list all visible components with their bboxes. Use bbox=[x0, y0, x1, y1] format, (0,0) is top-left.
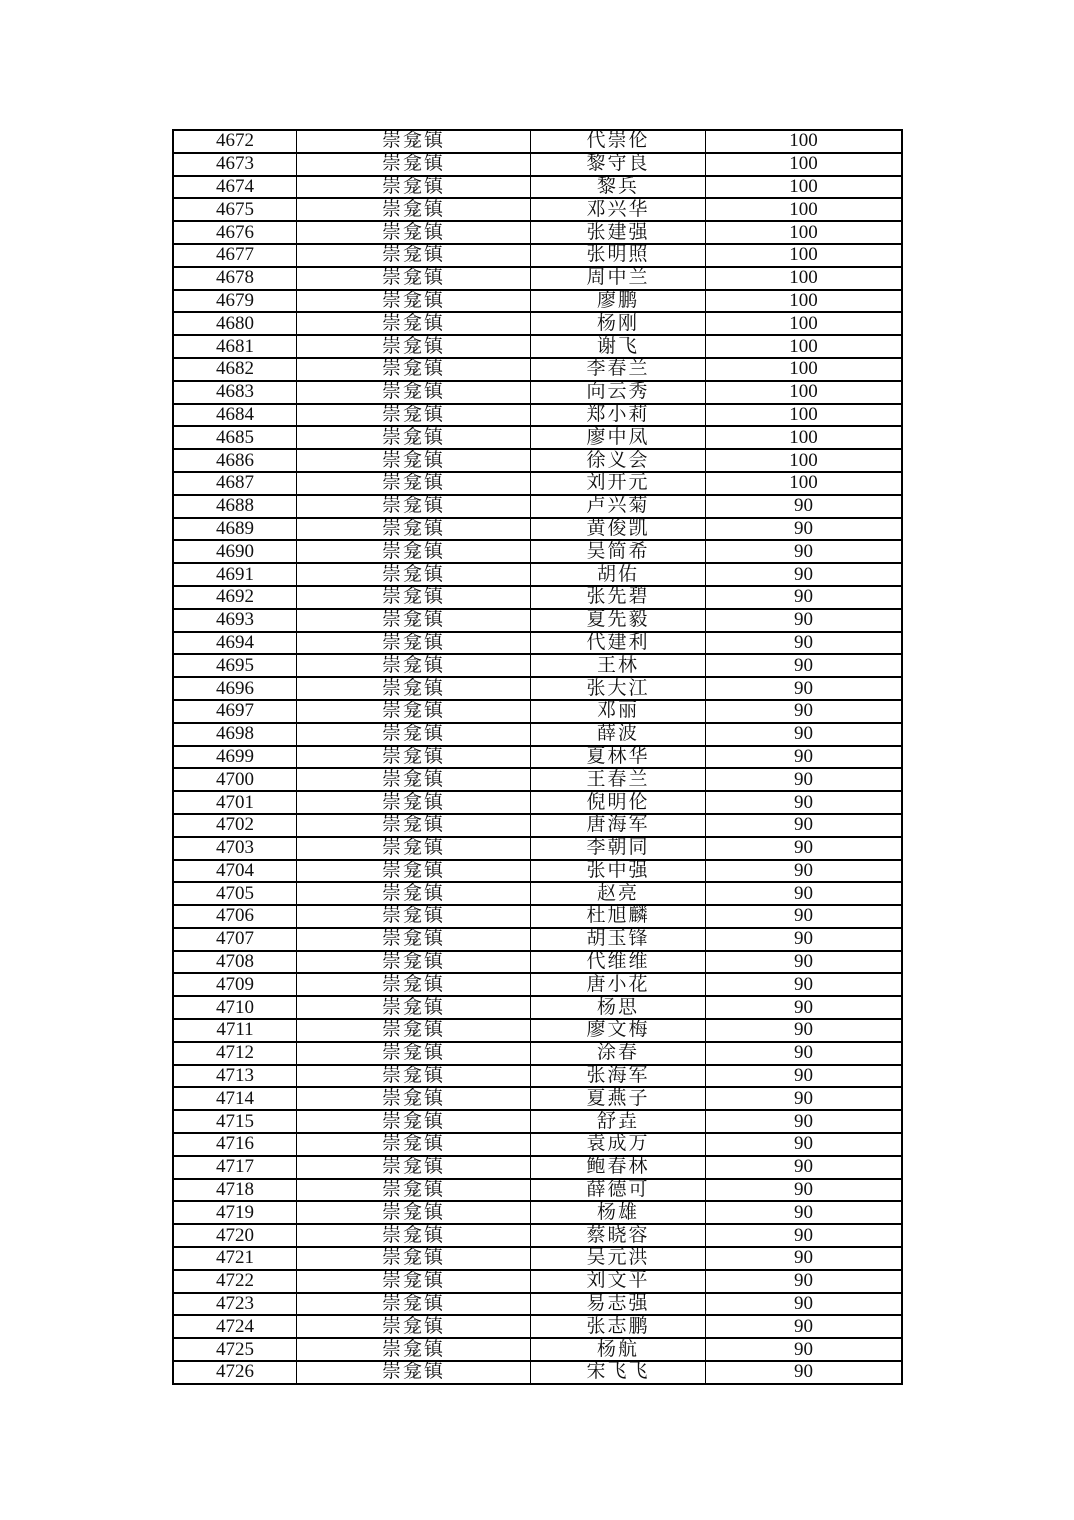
amount-cell: 90 bbox=[706, 1042, 903, 1065]
amount-cell: 100 bbox=[706, 153, 903, 176]
person-name-cell: 刘开元 bbox=[531, 472, 706, 495]
town-cell: 崇龛镇 bbox=[297, 1110, 531, 1133]
person-name-cell: 涂春 bbox=[531, 1042, 706, 1065]
amount-cell: 100 bbox=[706, 290, 903, 313]
table-row bbox=[173, 1087, 902, 1110]
town-cell: 崇龛镇 bbox=[297, 244, 531, 267]
person-name-cell: 向云秀 bbox=[531, 381, 706, 404]
row-number-cell: 4682 bbox=[173, 358, 297, 381]
town-cell: 崇龛镇 bbox=[297, 951, 531, 974]
person-name-cell: 王春兰 bbox=[531, 768, 706, 791]
amount-cell: 90 bbox=[706, 814, 903, 837]
person-name-cell: 薛德可 bbox=[531, 1179, 706, 1202]
row-number-cell: 4701 bbox=[173, 791, 297, 814]
row-number-cell: 4677 bbox=[173, 244, 297, 267]
town-cell: 崇龛镇 bbox=[297, 1156, 531, 1179]
row-number-cell: 4698 bbox=[173, 723, 297, 746]
person-name-cell: 刘文平 bbox=[531, 1270, 706, 1293]
amount-cell: 90 bbox=[706, 1224, 903, 1247]
row-number-cell: 4680 bbox=[173, 312, 297, 335]
table-row bbox=[173, 632, 902, 655]
amount-cell: 90 bbox=[706, 882, 903, 905]
row-number-cell: 4719 bbox=[173, 1201, 297, 1224]
table-row bbox=[173, 1338, 902, 1361]
table-row bbox=[173, 198, 902, 221]
amount-cell: 90 bbox=[706, 1019, 903, 1042]
table-row bbox=[173, 951, 902, 974]
row-number-cell: 4685 bbox=[173, 426, 297, 449]
table-row bbox=[173, 518, 902, 541]
person-name-cell: 夏燕子 bbox=[531, 1087, 706, 1110]
table-row bbox=[173, 677, 902, 700]
table-row bbox=[173, 358, 902, 381]
town-cell: 崇龛镇 bbox=[297, 1179, 531, 1202]
person-name-cell: 杜旭麟 bbox=[531, 905, 706, 928]
amount-cell: 90 bbox=[706, 1133, 903, 1156]
town-cell: 崇龛镇 bbox=[297, 404, 531, 427]
person-name-cell: 张大江 bbox=[531, 677, 706, 700]
amount-cell: 100 bbox=[706, 449, 903, 472]
row-number-cell: 4726 bbox=[173, 1361, 297, 1384]
table-row bbox=[173, 723, 902, 746]
table-body bbox=[173, 130, 902, 1384]
person-name-cell: 邓丽 bbox=[531, 700, 706, 723]
table-row bbox=[173, 700, 902, 723]
person-name-cell: 卢兴菊 bbox=[531, 495, 706, 518]
row-number-cell: 4706 bbox=[173, 905, 297, 928]
amount-cell: 90 bbox=[706, 746, 903, 769]
table-row bbox=[173, 153, 902, 176]
town-cell: 崇龛镇 bbox=[297, 1270, 531, 1293]
row-number-cell: 4684 bbox=[173, 404, 297, 427]
row-number-cell: 4683 bbox=[173, 381, 297, 404]
row-number-cell: 4676 bbox=[173, 221, 297, 244]
table-row bbox=[173, 381, 902, 404]
person-name-cell: 鲍春林 bbox=[531, 1156, 706, 1179]
amount-cell: 90 bbox=[706, 586, 903, 609]
person-name-cell: 杨思 bbox=[531, 996, 706, 1019]
person-name-cell: 黄俊凯 bbox=[531, 518, 706, 541]
town-cell: 崇龛镇 bbox=[297, 700, 531, 723]
amount-cell: 90 bbox=[706, 654, 903, 677]
row-number-cell: 4693 bbox=[173, 609, 297, 632]
person-name-cell: 宋飞飞 bbox=[531, 1361, 706, 1384]
person-name-cell: 倪明伦 bbox=[531, 791, 706, 814]
town-cell: 崇龛镇 bbox=[297, 905, 531, 928]
person-name-cell: 周中兰 bbox=[531, 267, 706, 290]
table-row bbox=[173, 472, 902, 495]
person-name-cell: 廖中凤 bbox=[531, 426, 706, 449]
row-number-cell: 4708 bbox=[173, 951, 297, 974]
person-name-cell: 郑小莉 bbox=[531, 404, 706, 427]
table-row bbox=[173, 1042, 902, 1065]
row-number-cell: 4673 bbox=[173, 153, 297, 176]
amount-cell: 90 bbox=[706, 700, 903, 723]
row-number-cell: 4725 bbox=[173, 1338, 297, 1361]
amount-cell: 90 bbox=[706, 996, 903, 1019]
amount-cell: 90 bbox=[706, 905, 903, 928]
row-number-cell: 4709 bbox=[173, 973, 297, 996]
town-cell: 崇龛镇 bbox=[297, 1338, 531, 1361]
person-name-cell: 廖鹏 bbox=[531, 290, 706, 313]
table-row bbox=[173, 335, 902, 358]
table-row bbox=[173, 1247, 902, 1270]
row-number-cell: 4675 bbox=[173, 198, 297, 221]
town-cell: 崇龛镇 bbox=[297, 723, 531, 746]
town-cell: 崇龛镇 bbox=[297, 381, 531, 404]
table-row bbox=[173, 426, 902, 449]
table-row bbox=[173, 244, 902, 267]
person-name-cell: 唐小花 bbox=[531, 973, 706, 996]
table-row bbox=[173, 1315, 902, 1338]
town-cell: 崇龛镇 bbox=[297, 768, 531, 791]
town-cell: 崇龛镇 bbox=[297, 358, 531, 381]
table-row bbox=[173, 860, 902, 883]
amount-cell: 90 bbox=[706, 1293, 903, 1316]
row-number-cell: 4688 bbox=[173, 495, 297, 518]
table-row bbox=[173, 882, 902, 905]
amount-cell: 90 bbox=[706, 677, 903, 700]
amount-cell: 90 bbox=[706, 495, 903, 518]
row-number-cell: 4695 bbox=[173, 654, 297, 677]
row-number-cell: 4678 bbox=[173, 267, 297, 290]
amount-cell: 90 bbox=[706, 1270, 903, 1293]
town-cell: 崇龛镇 bbox=[297, 1065, 531, 1088]
amount-cell: 90 bbox=[706, 1338, 903, 1361]
town-cell: 崇龛镇 bbox=[297, 860, 531, 883]
town-cell: 崇龛镇 bbox=[297, 198, 531, 221]
table-row bbox=[173, 791, 902, 814]
row-number-cell: 4691 bbox=[173, 563, 297, 586]
person-name-cell: 舒垚 bbox=[531, 1110, 706, 1133]
town-cell: 崇龛镇 bbox=[297, 472, 531, 495]
amount-cell: 100 bbox=[706, 244, 903, 267]
town-cell: 崇龛镇 bbox=[297, 1315, 531, 1338]
amount-cell: 90 bbox=[706, 768, 903, 791]
row-number-cell: 4718 bbox=[173, 1179, 297, 1202]
town-cell: 崇龛镇 bbox=[297, 928, 531, 951]
town-cell: 崇龛镇 bbox=[297, 540, 531, 563]
table-row bbox=[173, 928, 902, 951]
row-number-cell: 4692 bbox=[173, 586, 297, 609]
amount-cell: 90 bbox=[706, 1315, 903, 1338]
person-name-cell: 谢飞 bbox=[531, 335, 706, 358]
table-row bbox=[173, 814, 902, 837]
town-cell: 崇龛镇 bbox=[297, 1133, 531, 1156]
amount-cell: 90 bbox=[706, 632, 903, 655]
table-row bbox=[173, 563, 902, 586]
person-name-cell: 赵亮 bbox=[531, 882, 706, 905]
row-number-cell: 4723 bbox=[173, 1293, 297, 1316]
amount-cell: 100 bbox=[706, 381, 903, 404]
row-number-cell: 4724 bbox=[173, 1315, 297, 1338]
person-name-cell: 廖文梅 bbox=[531, 1019, 706, 1042]
town-cell: 崇龛镇 bbox=[297, 746, 531, 769]
amount-cell: 100 bbox=[706, 221, 903, 244]
amount-cell: 100 bbox=[706, 176, 903, 199]
person-name-cell: 代维维 bbox=[531, 951, 706, 974]
amount-cell: 100 bbox=[706, 267, 903, 290]
amount-cell: 90 bbox=[706, 723, 903, 746]
table-row bbox=[173, 495, 902, 518]
town-cell: 崇龛镇 bbox=[297, 518, 531, 541]
amount-cell: 90 bbox=[706, 518, 903, 541]
table-row bbox=[173, 1224, 902, 1247]
table-row bbox=[173, 540, 902, 563]
row-number-cell: 4702 bbox=[173, 814, 297, 837]
person-name-cell: 李朝同 bbox=[531, 837, 706, 860]
row-number-cell: 4703 bbox=[173, 837, 297, 860]
row-number-cell: 4672 bbox=[173, 130, 297, 153]
person-name-cell: 易志强 bbox=[531, 1293, 706, 1316]
row-number-cell: 4721 bbox=[173, 1247, 297, 1270]
person-name-cell: 袁成万 bbox=[531, 1133, 706, 1156]
row-number-cell: 4674 bbox=[173, 176, 297, 199]
town-cell: 崇龛镇 bbox=[297, 426, 531, 449]
amount-cell: 90 bbox=[706, 1201, 903, 1224]
table-row bbox=[173, 312, 902, 335]
town-cell: 崇龛镇 bbox=[297, 130, 531, 153]
person-name-cell: 代建利 bbox=[531, 632, 706, 655]
amount-cell: 100 bbox=[706, 472, 903, 495]
row-number-cell: 4712 bbox=[173, 1042, 297, 1065]
table-row bbox=[173, 176, 902, 199]
person-name-cell: 王林 bbox=[531, 654, 706, 677]
table-row bbox=[173, 1019, 902, 1042]
town-cell: 崇龛镇 bbox=[297, 1042, 531, 1065]
town-cell: 崇龛镇 bbox=[297, 1201, 531, 1224]
town-cell: 崇龛镇 bbox=[297, 1293, 531, 1316]
row-number-cell: 4700 bbox=[173, 768, 297, 791]
table-row bbox=[173, 1133, 902, 1156]
amount-cell: 100 bbox=[706, 404, 903, 427]
amount-cell: 90 bbox=[706, 837, 903, 860]
person-name-cell: 唐海军 bbox=[531, 814, 706, 837]
row-number-cell: 4687 bbox=[173, 472, 297, 495]
person-name-cell: 代崇伦 bbox=[531, 130, 706, 153]
amount-cell: 100 bbox=[706, 426, 903, 449]
town-cell: 崇龛镇 bbox=[297, 449, 531, 472]
row-number-cell: 4715 bbox=[173, 1110, 297, 1133]
person-name-cell: 张中强 bbox=[531, 860, 706, 883]
row-number-cell: 4694 bbox=[173, 632, 297, 655]
town-cell: 崇龛镇 bbox=[297, 1019, 531, 1042]
table-row bbox=[173, 768, 902, 791]
amount-cell: 100 bbox=[706, 358, 903, 381]
row-number-cell: 4711 bbox=[173, 1019, 297, 1042]
subsidy-table bbox=[172, 129, 903, 1385]
town-cell: 崇龛镇 bbox=[297, 176, 531, 199]
town-cell: 崇龛镇 bbox=[297, 1361, 531, 1384]
person-name-cell: 张明照 bbox=[531, 244, 706, 267]
table-row bbox=[173, 654, 902, 677]
town-cell: 崇龛镇 bbox=[297, 882, 531, 905]
town-cell: 崇龛镇 bbox=[297, 290, 531, 313]
amount-cell: 90 bbox=[706, 1110, 903, 1133]
table-row bbox=[173, 1361, 902, 1384]
town-cell: 崇龛镇 bbox=[297, 1087, 531, 1110]
person-name-cell: 吴简希 bbox=[531, 540, 706, 563]
amount-cell: 90 bbox=[706, 540, 903, 563]
row-number-cell: 4681 bbox=[173, 335, 297, 358]
row-number-cell: 4710 bbox=[173, 996, 297, 1019]
person-name-cell: 杨航 bbox=[531, 1338, 706, 1361]
amount-cell: 90 bbox=[706, 1247, 903, 1270]
row-number-cell: 4716 bbox=[173, 1133, 297, 1156]
row-number-cell: 4697 bbox=[173, 700, 297, 723]
table-row bbox=[173, 609, 902, 632]
amount-cell: 90 bbox=[706, 1156, 903, 1179]
table-row bbox=[173, 449, 902, 472]
town-cell: 崇龛镇 bbox=[297, 335, 531, 358]
person-name-cell: 薛波 bbox=[531, 723, 706, 746]
person-name-cell: 蔡晓容 bbox=[531, 1224, 706, 1247]
town-cell: 崇龛镇 bbox=[297, 495, 531, 518]
town-cell: 崇龛镇 bbox=[297, 654, 531, 677]
table-row bbox=[173, 1065, 902, 1088]
row-number-cell: 4690 bbox=[173, 540, 297, 563]
table-row bbox=[173, 1110, 902, 1133]
town-cell: 崇龛镇 bbox=[297, 267, 531, 290]
town-cell: 崇龛镇 bbox=[297, 837, 531, 860]
person-name-cell: 杨雄 bbox=[531, 1201, 706, 1224]
amount-cell: 90 bbox=[706, 1087, 903, 1110]
amount-cell: 90 bbox=[706, 1065, 903, 1088]
table-row bbox=[173, 837, 902, 860]
amount-cell: 90 bbox=[706, 563, 903, 586]
table-row bbox=[173, 973, 902, 996]
person-name-cell: 夏林华 bbox=[531, 746, 706, 769]
table-row bbox=[173, 1179, 902, 1202]
town-cell: 崇龛镇 bbox=[297, 563, 531, 586]
table-row bbox=[173, 746, 902, 769]
table-row bbox=[173, 996, 902, 1019]
person-name-cell: 胡玉锋 bbox=[531, 928, 706, 951]
table-row bbox=[173, 905, 902, 928]
row-number-cell: 4707 bbox=[173, 928, 297, 951]
amount-cell: 90 bbox=[706, 791, 903, 814]
person-name-cell: 张先碧 bbox=[531, 586, 706, 609]
town-cell: 崇龛镇 bbox=[297, 586, 531, 609]
town-cell: 崇龛镇 bbox=[297, 973, 531, 996]
amount-cell: 100 bbox=[706, 335, 903, 358]
person-name-cell: 杨刚 bbox=[531, 312, 706, 335]
person-name-cell: 夏先毅 bbox=[531, 609, 706, 632]
person-name-cell: 黎兵 bbox=[531, 176, 706, 199]
person-name-cell: 徐义会 bbox=[531, 449, 706, 472]
row-number-cell: 4686 bbox=[173, 449, 297, 472]
table-row bbox=[173, 130, 902, 153]
row-number-cell: 4717 bbox=[173, 1156, 297, 1179]
row-number-cell: 4713 bbox=[173, 1065, 297, 1088]
table-row bbox=[173, 586, 902, 609]
row-number-cell: 4705 bbox=[173, 882, 297, 905]
town-cell: 崇龛镇 bbox=[297, 153, 531, 176]
person-name-cell: 邓兴华 bbox=[531, 198, 706, 221]
town-cell: 崇龛镇 bbox=[297, 791, 531, 814]
table-row bbox=[173, 290, 902, 313]
table-row bbox=[173, 221, 902, 244]
amount-cell: 100 bbox=[706, 312, 903, 335]
person-name-cell: 黎守良 bbox=[531, 153, 706, 176]
town-cell: 崇龛镇 bbox=[297, 221, 531, 244]
row-number-cell: 4722 bbox=[173, 1270, 297, 1293]
amount-cell: 90 bbox=[706, 973, 903, 996]
amount-cell: 100 bbox=[706, 130, 903, 153]
amount-cell: 90 bbox=[706, 860, 903, 883]
table-row bbox=[173, 404, 902, 427]
amount-cell: 90 bbox=[706, 951, 903, 974]
row-number-cell: 4714 bbox=[173, 1087, 297, 1110]
town-cell: 崇龛镇 bbox=[297, 814, 531, 837]
town-cell: 崇龛镇 bbox=[297, 1224, 531, 1247]
town-cell: 崇龛镇 bbox=[297, 632, 531, 655]
person-name-cell: 吴元洪 bbox=[531, 1247, 706, 1270]
town-cell: 崇龛镇 bbox=[297, 609, 531, 632]
table-row bbox=[173, 1201, 902, 1224]
person-name-cell: 张建强 bbox=[531, 221, 706, 244]
amount-cell: 90 bbox=[706, 928, 903, 951]
amount-cell: 90 bbox=[706, 1179, 903, 1202]
table-row bbox=[173, 1270, 902, 1293]
town-cell: 崇龛镇 bbox=[297, 1247, 531, 1270]
amount-cell: 90 bbox=[706, 609, 903, 632]
table-row bbox=[173, 1293, 902, 1316]
person-name-cell: 李春兰 bbox=[531, 358, 706, 381]
row-number-cell: 4704 bbox=[173, 860, 297, 883]
row-number-cell: 4696 bbox=[173, 677, 297, 700]
town-cell: 崇龛镇 bbox=[297, 996, 531, 1019]
table-row bbox=[173, 267, 902, 290]
amount-cell: 90 bbox=[706, 1361, 903, 1384]
person-name-cell: 胡佑 bbox=[531, 563, 706, 586]
row-number-cell: 4699 bbox=[173, 746, 297, 769]
table-row bbox=[173, 1156, 902, 1179]
town-cell: 崇龛镇 bbox=[297, 677, 531, 700]
row-number-cell: 4679 bbox=[173, 290, 297, 313]
row-number-cell: 4689 bbox=[173, 518, 297, 541]
amount-cell: 100 bbox=[706, 198, 903, 221]
row-number-cell: 4720 bbox=[173, 1224, 297, 1247]
town-cell: 崇龛镇 bbox=[297, 312, 531, 335]
person-name-cell: 张志鹏 bbox=[531, 1315, 706, 1338]
person-name-cell: 张海军 bbox=[531, 1065, 706, 1088]
